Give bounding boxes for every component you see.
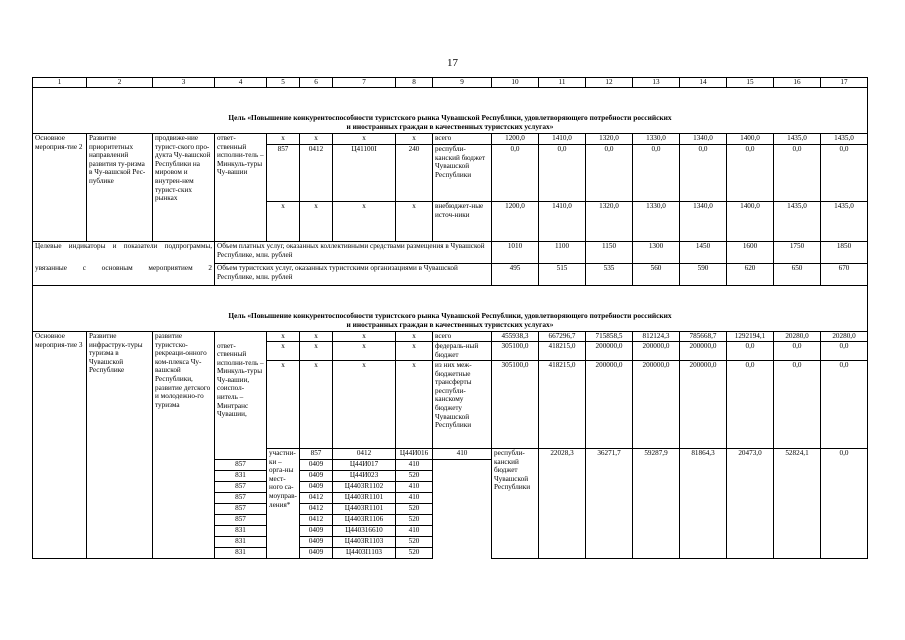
page-number: 17 bbox=[447, 57, 458, 69]
indicator-value-cell: 1450 bbox=[680, 242, 727, 264]
grbs-cell: 857 bbox=[215, 482, 267, 493]
grbs-cell: 857 bbox=[215, 460, 267, 471]
expense-type-cell: 410 bbox=[433, 449, 492, 460]
indicator-name-cell: Объем платных услуг, оказанных коллективными средствами размещения в Чувашской Республике, млн. рублей bbox=[215, 242, 492, 264]
event-executor-cell: ответ-ственный исполни-тель – Минкуль-туры Чу-вашии, соиспол-нитель – Минтранс Чувашии, bbox=[215, 342, 267, 460]
column-number-cell: 10 bbox=[492, 78, 539, 88]
section-cell: x bbox=[300, 134, 333, 145]
column-number-cell: 8 bbox=[396, 78, 433, 88]
event-task-cell: продвиже-ние турист-ского про-дукта Чу-вашской Республики на мировом и внутрен-нем турист-ских рынках bbox=[153, 134, 215, 242]
value-cell: 0,0 bbox=[680, 145, 727, 202]
grbs-cell: x bbox=[267, 332, 300, 342]
indicator-value-cell: 535 bbox=[586, 264, 633, 286]
column-number-cell: 17 bbox=[821, 78, 868, 88]
indicator-value-cell: 1150 bbox=[586, 242, 633, 264]
goal-line-2: и иностранных граждан в качественных туристских услугах» bbox=[346, 320, 554, 329]
value-cell: 22028,3 bbox=[539, 449, 586, 559]
value-cell: 455938,3 bbox=[492, 332, 539, 342]
goal-row bbox=[33, 286, 868, 332]
indicator-row bbox=[33, 242, 868, 264]
source-cell: республи-канский бюджет Чувашской Республики bbox=[492, 449, 539, 559]
value-cell: 59287,9 bbox=[633, 449, 680, 559]
value-cell: 200000,0 bbox=[633, 361, 680, 449]
target-article-cell: x bbox=[333, 342, 396, 361]
section-cell: 0409 bbox=[300, 460, 333, 471]
column-number-cell: 9 bbox=[433, 78, 492, 88]
target-article-cell: Ц440316610 bbox=[333, 526, 396, 537]
grbs-cell: 831 bbox=[215, 548, 267, 559]
target-article-cell: Ц41100I bbox=[333, 145, 396, 202]
source-cell: всего bbox=[433, 134, 492, 145]
value-cell: 0,0 bbox=[539, 145, 586, 202]
column-number-cell: 14 bbox=[680, 78, 727, 88]
goal-row bbox=[33, 88, 868, 134]
section-cell: 0412 bbox=[333, 449, 396, 460]
column-number-cell: 7 bbox=[333, 78, 396, 88]
value-cell: 1340,0 bbox=[680, 134, 727, 145]
grbs-cell: 831 bbox=[215, 537, 267, 548]
column-number-cell: 13 bbox=[633, 78, 680, 88]
value-cell: 1200,0 bbox=[492, 202, 539, 242]
target-article-cell: Ц4403R1101 bbox=[333, 493, 396, 504]
target-article-cell: Ц4403I1103 bbox=[333, 548, 396, 559]
value-cell: 1435,0 bbox=[821, 202, 868, 242]
grbs-cell: 857 bbox=[215, 504, 267, 515]
grbs-cell: 857 bbox=[215, 515, 267, 526]
value-cell: 0,0 bbox=[492, 145, 539, 202]
goal-cell bbox=[33, 88, 868, 134]
source-cell: внебюджет-ные источ-ники bbox=[433, 202, 492, 242]
indicator-name-cell: Объем туристских услуг, оказанных туристскими организациями в Чувашской Республике, млн. рублей bbox=[215, 264, 492, 286]
value-cell: 1435,0 bbox=[821, 134, 868, 145]
target-article-cell: x bbox=[333, 134, 396, 145]
indicator-value-cell: 590 bbox=[680, 264, 727, 286]
grbs-cell: x bbox=[267, 202, 300, 242]
value-cell: 1400,0 bbox=[727, 202, 774, 242]
value-cell: 36271,7 bbox=[586, 449, 633, 559]
value-cell: 0,0 bbox=[727, 342, 774, 361]
value-cell: 1435,0 bbox=[774, 134, 821, 145]
expense-type-cell: 520 bbox=[396, 471, 433, 482]
section-cell: 0409 bbox=[300, 482, 333, 493]
section-cell: 0412 bbox=[300, 504, 333, 515]
expense-type-cell: 520 bbox=[396, 515, 433, 526]
table-row bbox=[33, 134, 868, 145]
column-number-cell: 6 bbox=[300, 78, 333, 88]
value-cell: 1340,0 bbox=[680, 202, 727, 242]
value-cell: 0,0 bbox=[821, 145, 868, 202]
value-cell: 20473,0 bbox=[727, 449, 774, 559]
value-cell: 0,0 bbox=[821, 449, 868, 559]
value-cell: 1410,0 bbox=[539, 202, 586, 242]
event-executor-top-cell bbox=[215, 332, 267, 342]
value-cell: 305100,0 bbox=[492, 361, 539, 449]
column-number-cell: 1 bbox=[33, 78, 87, 88]
value-cell: 1330,0 bbox=[633, 134, 680, 145]
value-cell: 1292194,1 bbox=[727, 332, 774, 342]
target-article-cell: Ц44И016 bbox=[396, 449, 433, 460]
expense-type-cell: x bbox=[396, 332, 433, 342]
expense-type-cell: 520 bbox=[396, 537, 433, 548]
expense-type-cell: x bbox=[396, 202, 433, 242]
indicator-value-cell: 560 bbox=[633, 264, 680, 286]
value-cell: 20280,0 bbox=[774, 332, 821, 342]
table-body bbox=[33, 78, 868, 559]
column-number-cell: 5 bbox=[267, 78, 300, 88]
column-number-cell: 3 bbox=[153, 78, 215, 88]
goal-line-1: Цель «Повышение конкурентоспособности туристского рынка Чувашской Республики, удовлетворяющего потребности российских bbox=[228, 311, 672, 320]
column-number-cell: 12 bbox=[586, 78, 633, 88]
expense-type-cell: 520 bbox=[396, 504, 433, 515]
indicator-value-cell: 620 bbox=[727, 264, 774, 286]
value-cell: 1200,0 bbox=[492, 134, 539, 145]
target-article-cell: Ц44И023 bbox=[333, 471, 396, 482]
value-cell: 52824,1 bbox=[774, 449, 821, 559]
source-cell: из них меж-бюджетные трансферты республи-канскому бюджету Чувашской Республики bbox=[433, 361, 492, 449]
section-cell: 0412 bbox=[300, 515, 333, 526]
expense-type-cell: 410 bbox=[396, 526, 433, 537]
target-article-cell: Ц4403R1101 bbox=[333, 504, 396, 515]
goal-line-2: и иностранных граждан в качественных туристских услугах» bbox=[346, 122, 554, 131]
value-cell: 0,0 bbox=[774, 361, 821, 449]
indicators-label-cell: увязанные с основным мероприятием 2 bbox=[33, 264, 215, 286]
value-cell: 418215,0 bbox=[539, 342, 586, 361]
value-cell: 200000,0 bbox=[680, 342, 727, 361]
value-cell: 1400,0 bbox=[727, 134, 774, 145]
expense-type-cell: 410 bbox=[396, 460, 433, 471]
value-cell: 1435,0 bbox=[774, 202, 821, 242]
column-number-cell: 15 bbox=[727, 78, 774, 88]
value-cell: 0,0 bbox=[633, 145, 680, 202]
grbs-cell: x bbox=[267, 342, 300, 361]
grbs-cell: 831 bbox=[215, 526, 267, 537]
grbs-cell: x bbox=[267, 134, 300, 145]
value-cell: 1330,0 bbox=[633, 202, 680, 242]
value-cell: 0,0 bbox=[774, 145, 821, 202]
indicators-label-cell: Целевые индикаторы и показатели подпрограммы, bbox=[33, 242, 215, 264]
section-cell: 0409 bbox=[300, 471, 333, 482]
event-executor-cell: ответ-ственный исполни-тель – Минкуль-туры Чу-вашии bbox=[215, 134, 267, 242]
indicator-row bbox=[33, 264, 868, 286]
value-cell: 200000,0 bbox=[586, 342, 633, 361]
value-cell: 200000,0 bbox=[633, 342, 680, 361]
expense-type-cell: 410 bbox=[396, 482, 433, 493]
event-type-cell: Основное мероприя-тие 2 bbox=[33, 134, 87, 242]
section-cell: x bbox=[300, 332, 333, 342]
column-number-cell: 16 bbox=[774, 78, 821, 88]
indicator-value-cell: 1750 bbox=[774, 242, 821, 264]
expense-type-cell: x bbox=[396, 361, 433, 449]
value-cell: 0,0 bbox=[774, 342, 821, 361]
indicator-value-cell: 515 bbox=[539, 264, 586, 286]
section-cell: 0412 bbox=[300, 493, 333, 504]
grbs-cell: x bbox=[267, 361, 300, 449]
value-cell: 667296,7 bbox=[539, 332, 586, 342]
expense-type-cell: 520 bbox=[396, 548, 433, 559]
indicator-value-cell: 1600 bbox=[727, 242, 774, 264]
section-cell: 0409 bbox=[300, 537, 333, 548]
value-cell: 715858,5 bbox=[586, 332, 633, 342]
value-cell: 81864,3 bbox=[680, 449, 727, 559]
program-table bbox=[32, 77, 868, 559]
grbs-cell: 831 bbox=[215, 471, 267, 482]
value-cell: 812124,3 bbox=[633, 332, 680, 342]
event-type-cell: Основное мероприя-тие 3 bbox=[33, 332, 87, 559]
event-participants-cell: участни-ки – орга-ны мест-ного са-моуправ-ления* bbox=[267, 449, 300, 559]
goal-line-1: Цель «Повышение конкурентоспособности туристского рынка Чувашской Республики, удовлетворяющего потребности российских bbox=[228, 113, 672, 122]
value-cell: 20280,0 bbox=[821, 332, 868, 342]
expense-type-cell: x bbox=[396, 134, 433, 145]
target-article-cell: Ц4403R1102 bbox=[333, 482, 396, 493]
value-cell: 785668,7 bbox=[680, 332, 727, 342]
source-cell: всего bbox=[433, 332, 492, 342]
target-article-cell: Ц44И017 bbox=[333, 460, 396, 471]
section-cell: 0409 bbox=[300, 548, 333, 559]
indicator-value-cell: 495 bbox=[492, 264, 539, 286]
value-cell: 0,0 bbox=[821, 361, 868, 449]
event-task-cell: развитие туристско-рекреаци-онного ком-плекса Чу-вашской Республики, развитие детского и молодежно-го туризма bbox=[153, 332, 215, 559]
column-number-cell: 2 bbox=[87, 78, 153, 88]
value-cell: 418215,0 bbox=[539, 361, 586, 449]
target-article-cell: Ц4403R1103 bbox=[333, 537, 396, 548]
expense-type-cell: x bbox=[396, 342, 433, 361]
value-cell: 1320,0 bbox=[586, 202, 633, 242]
indicator-value-cell: 670 bbox=[821, 264, 868, 286]
value-cell: 200000,0 bbox=[680, 361, 727, 449]
section-cell: x bbox=[300, 202, 333, 242]
column-number-row bbox=[33, 78, 868, 88]
grbs-cell: 857 bbox=[215, 493, 267, 504]
event-name-cell: Развитие инфраструк-туры туризма в Чувашской Республике bbox=[87, 332, 153, 559]
value-cell: 0,0 bbox=[727, 145, 774, 202]
indicator-value-cell: 1010 bbox=[492, 242, 539, 264]
column-number-cell: 11 bbox=[539, 78, 586, 88]
source-cell: республи-канский бюджет Чувашской Республики bbox=[433, 145, 492, 202]
value-cell: 305100,0 bbox=[492, 342, 539, 361]
value-cell: 200000,0 bbox=[586, 361, 633, 449]
grbs-cell: 857 bbox=[300, 449, 333, 460]
target-article-cell: x bbox=[333, 202, 396, 242]
section-cell: x bbox=[300, 342, 333, 361]
target-article-cell: x bbox=[333, 332, 396, 342]
goal-cell bbox=[33, 286, 868, 332]
value-cell: 1410,0 bbox=[539, 134, 586, 145]
indicator-value-cell: 1300 bbox=[633, 242, 680, 264]
column-number-cell: 4 bbox=[215, 78, 267, 88]
source-cell: федераль-ный бюджет bbox=[433, 342, 492, 361]
target-article-cell: x bbox=[333, 361, 396, 449]
indicator-value-cell: 650 bbox=[774, 264, 821, 286]
indicator-value-cell: 1850 bbox=[821, 242, 868, 264]
value-cell: 0,0 bbox=[586, 145, 633, 202]
value-cell: 1320,0 bbox=[586, 134, 633, 145]
section-cell: 0409 bbox=[300, 526, 333, 537]
value-cell: 0,0 bbox=[727, 361, 774, 449]
section-cell: x bbox=[300, 361, 333, 449]
value-cell: 0,0 bbox=[821, 342, 868, 361]
table-row bbox=[33, 332, 868, 342]
expense-type-cell: 240 bbox=[396, 145, 433, 202]
indicator-value-cell: 1100 bbox=[539, 242, 586, 264]
expense-type-cell: 410 bbox=[396, 493, 433, 504]
grbs-cell: 857 bbox=[267, 145, 300, 202]
section-cell: 0412 bbox=[300, 145, 333, 202]
event-name-cell: Развитие приоритетных направлений развития ту-ризма в Чу-вашской Рес-публике bbox=[87, 134, 153, 242]
target-article-cell: Ц4403R1106 bbox=[333, 515, 396, 526]
